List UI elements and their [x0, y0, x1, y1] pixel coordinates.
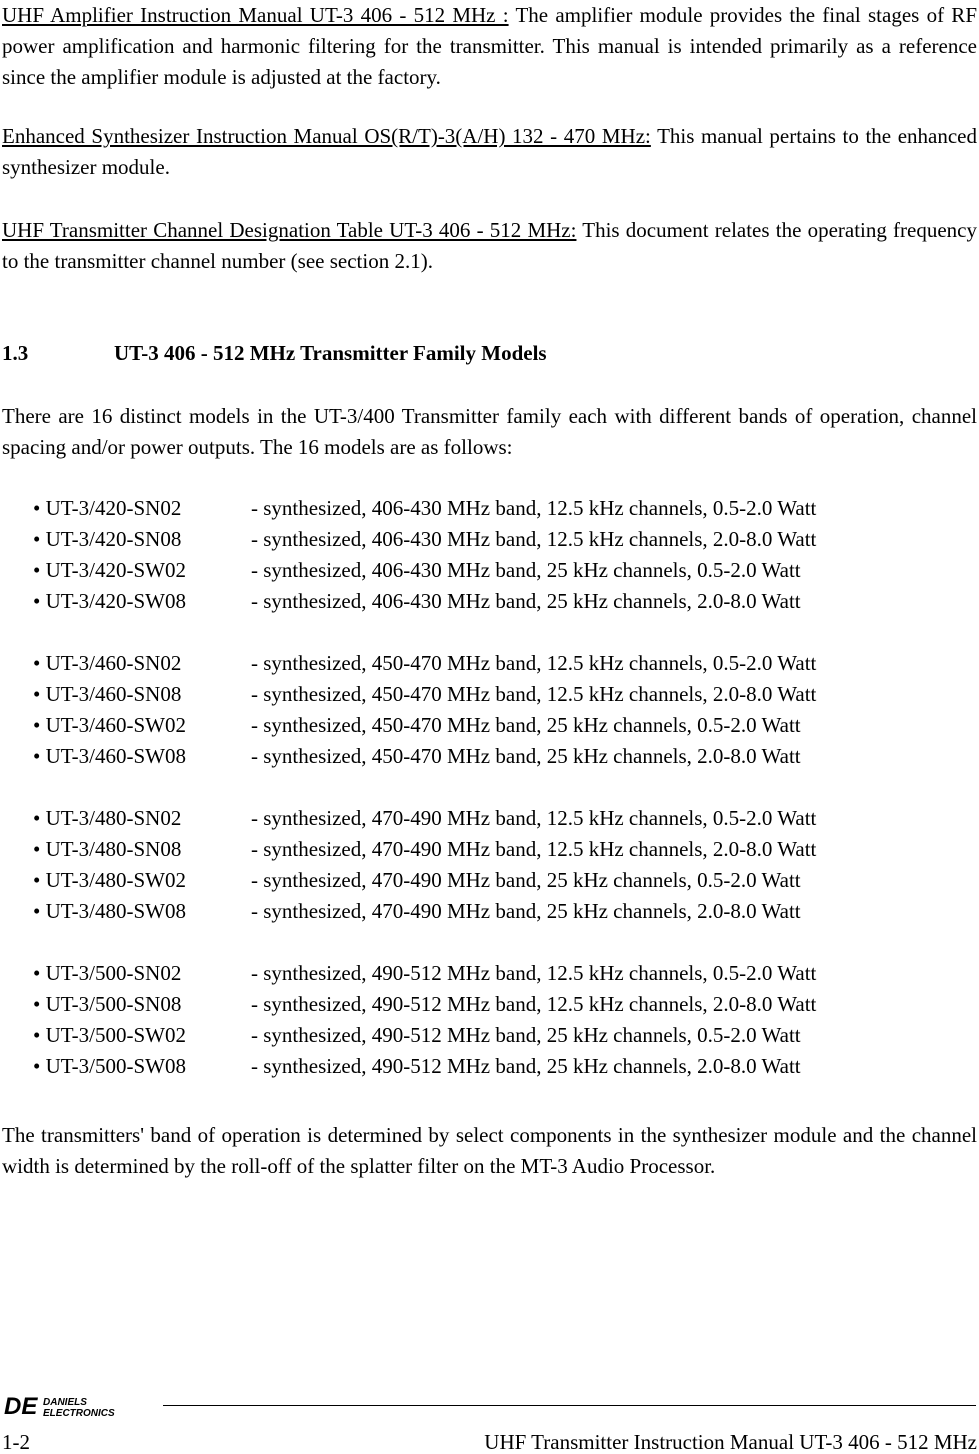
amplifier-manual-desc: The amplifier module provides the final stages of RF power amplification and harmonic filtering for the transmitter. This manual is intended primarily as a reference since the amplifier module is adjusted at the factory. [2, 3, 977, 89]
model-code: • UT-3/460-SN02 [33, 651, 182, 675]
model-code: • UT-3/500-SN08 [33, 992, 182, 1016]
model-group [33, 958, 973, 1082]
logo-name [43, 1397, 115, 1419]
model-description: - synthesized, 490-512 MHz band, 12.5 kHz channels, 0.5-2.0 Watt [251, 961, 817, 985]
model-description: - synthesized, 406-430 MHz band, 12.5 kHz channels, 0.5-2.0 Watt [251, 496, 817, 520]
models-list [33, 493, 973, 1113]
model-row [33, 803, 973, 834]
model-row [33, 834, 973, 865]
model-code: • UT-3/460-SW02 [33, 713, 186, 737]
section-number: 1.3 [2, 341, 29, 365]
paragraph-channel-table [2, 215, 977, 277]
model-row [33, 679, 973, 710]
model-code: • UT-3/500-SW02 [33, 1023, 186, 1047]
model-description: - synthesized, 406-430 MHz band, 12.5 kHz channels, 2.0-8.0 Watt [251, 527, 817, 551]
paragraph-amplifier-manual [2, 0, 977, 93]
model-code: • UT-3/500-SN02 [33, 961, 182, 985]
model-row [33, 493, 973, 524]
model-code: • UT-3/460-SN08 [33, 682, 182, 706]
model-row [33, 741, 973, 772]
model-row [33, 555, 973, 586]
model-row [33, 1020, 973, 1051]
model-code: • UT-3/420-SN08 [33, 527, 182, 551]
synthesizer-manual-desc: This manual pertains to the enhanced synthesizer module. [2, 124, 977, 179]
model-code: • UT-3/420-SN02 [33, 496, 182, 520]
model-row [33, 648, 973, 679]
model-row [33, 710, 973, 741]
model-group [33, 803, 973, 927]
model-description: - synthesized, 450-470 MHz band, 25 kHz channels, 0.5-2.0 Watt [251, 713, 801, 737]
model-row [33, 1051, 973, 1082]
model-description: - synthesized, 470-490 MHz band, 12.5 kHz channels, 0.5-2.0 Watt [251, 806, 817, 830]
model-code: • UT-3/420-SW02 [33, 558, 186, 582]
page-number: 1-2 [2, 1430, 30, 1454]
model-code: • UT-3/480-SN08 [33, 837, 182, 861]
model-code: • UT-3/480-SN02 [33, 806, 182, 830]
logo-mark: DE [4, 1393, 38, 1420]
footer-doc-title: UHF Transmitter Instruction Manual UT-3 406 - 512 MHz [484, 1430, 977, 1454]
model-description: - synthesized, 470-490 MHz band, 25 kHz channels, 2.0-8.0 Watt [251, 899, 801, 923]
model-row [33, 524, 973, 555]
model-row [33, 865, 973, 896]
channel-table-desc: This document relates the operating frequency to the transmitter channel number (see section 2.1). [2, 218, 977, 273]
synthesizer-manual-title: Enhanced Synthesizer Instruction Manual OS(R/T)-3(A/H) 132 - 470 MHz: [2, 124, 651, 148]
model-description: - synthesized, 450-470 MHz band, 12.5 kHz channels, 2.0-8.0 Watt [251, 682, 817, 706]
model-code: • UT-3/460-SW08 [33, 744, 186, 768]
closing-paragraph: The transmitters' band of operation is determined by select components in the synthesizer module and the channel width is determined by the roll-off of the splatter filter on the MT-3 Audio Processor. [2, 1123, 977, 1178]
logo-line-1: DANIELS [43, 1397, 87, 1408]
model-description: - synthesized, 450-470 MHz band, 12.5 kHz channels, 0.5-2.0 Watt [251, 651, 817, 675]
model-code: • UT-3/480-SW08 [33, 899, 186, 923]
model-description: - synthesized, 406-430 MHz band, 25 kHz channels, 0.5-2.0 Watt [251, 558, 801, 582]
model-group [33, 493, 973, 617]
model-group [33, 648, 973, 772]
model-description: - synthesized, 470-490 MHz band, 12.5 kHz channels, 2.0-8.0 Watt [251, 837, 817, 861]
model-description: - synthesized, 470-490 MHz band, 25 kHz channels, 0.5-2.0 Watt [251, 868, 801, 892]
model-row [33, 896, 973, 927]
section-heading [2, 338, 547, 369]
model-description: - synthesized, 490-512 MHz band, 12.5 kHz channels, 2.0-8.0 Watt [251, 992, 817, 1016]
model-row [33, 958, 973, 989]
model-code: • UT-3/500-SW08 [33, 1054, 186, 1078]
channel-table-title: UHF Transmitter Channel Designation Table UT-3 406 - 512 MHz: [2, 218, 577, 242]
models-intro: There are 16 distinct models in the UT-3/400 Transmitter family each with different bands of operation, channel spacing and/or power outputs. The 16 models are as follows: [2, 404, 977, 459]
paragraph-synthesizer-manual [2, 121, 977, 183]
section-title: UT-3 406 - 512 MHz Transmitter Family Models [114, 341, 547, 365]
footer-rule [163, 1405, 976, 1406]
model-description: - synthesized, 406-430 MHz band, 25 kHz channels, 2.0-8.0 Watt [251, 589, 801, 613]
model-row [33, 989, 973, 1020]
model-code: • UT-3/480-SW02 [33, 868, 186, 892]
model-description: - synthesized, 490-512 MHz band, 25 kHz channels, 0.5-2.0 Watt [251, 1023, 801, 1047]
amplifier-manual-title: UHF Amplifier Instruction Manual UT-3 406 - 512 MHz : [2, 3, 509, 27]
logo-line-2: ELECTRONICS [43, 1408, 115, 1419]
model-code: • UT-3/420-SW08 [33, 589, 186, 613]
model-description: - synthesized, 450-470 MHz band, 25 kHz channels, 2.0-8.0 Watt [251, 744, 801, 768]
model-description: - synthesized, 490-512 MHz band, 25 kHz channels, 2.0-8.0 Watt [251, 1054, 801, 1078]
model-row [33, 586, 973, 617]
